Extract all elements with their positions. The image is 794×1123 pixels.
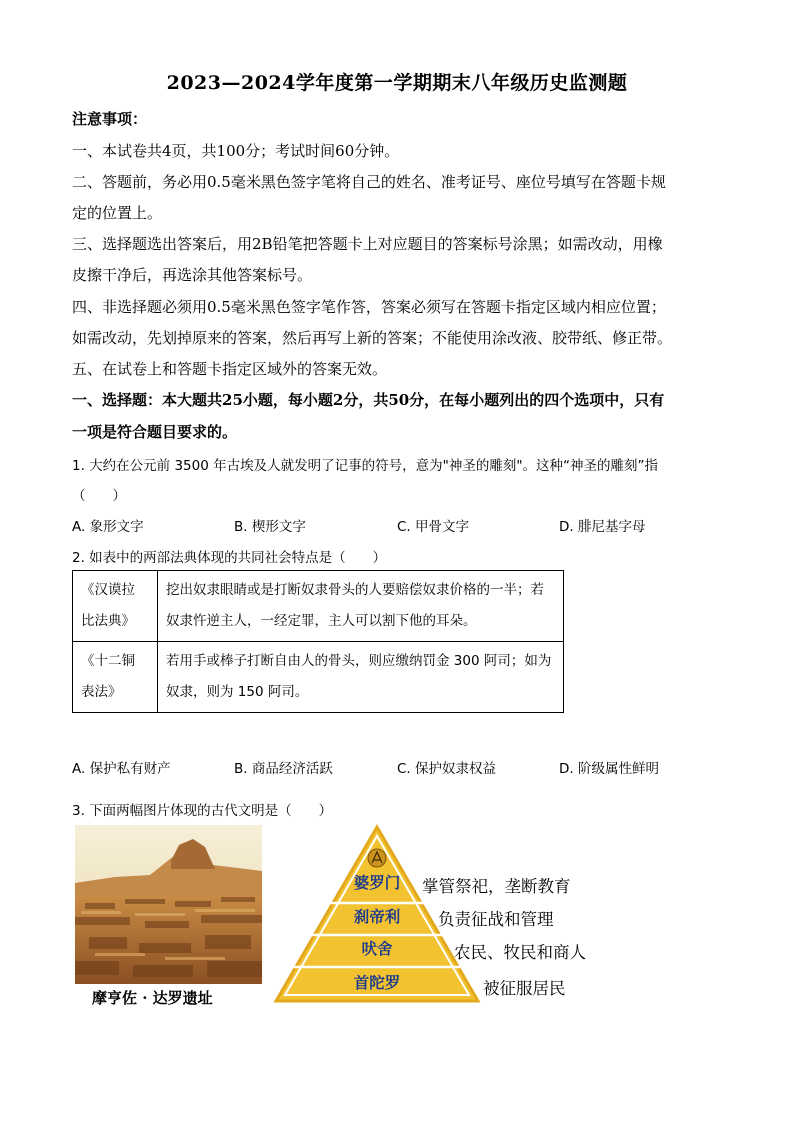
law-name-cell	[73, 571, 158, 642]
law-text: 若用手或棒子打断自由人的骨头，则应缴纳罚金 300 阿司；如为	[166, 653, 552, 669]
q2-stem: 2. 如表中的两部法典体现的共同社会特点是（ ）	[72, 550, 387, 566]
notice-line: 四、非选择题必须用0.5毫米黑色签字笔作答，答案必须写在答题卡指定区域内相应位置；	[72, 298, 666, 316]
caste-desc-kshatriya: 负责征战和管理	[438, 910, 554, 929]
law-name: 《十二铜	[81, 653, 135, 669]
caste-desc-vaishya: 农民、牧民和商人	[454, 943, 586, 962]
law-text-cell	[158, 642, 564, 713]
caste-label-brahmin: 婆罗门	[353, 874, 401, 892]
q1-option-b: B. 楔形文字	[234, 519, 306, 535]
law-text: 奴隶忤逆主人，一经定罪，主人可以割下他的耳朵。	[166, 613, 477, 629]
law-text: 奴隶，则为 150 阿司。	[166, 684, 309, 700]
q1-stem: 1. 大约在公元前 3500 年古埃及人就发明了记事的符号，意为"神圣的雕刻"。这种“神圣的雕刻”指	[72, 458, 659, 474]
law-name: 《汉谟拉	[81, 582, 135, 598]
caste-label-kshatriya: 刹帝利	[353, 908, 401, 926]
mohenjo-daro-photo	[75, 825, 262, 984]
notice-line: 二、答题前，务必用0.5毫米黑色签字笔将自己的姓名、准考证号、座位号填写在答题卡规	[72, 173, 666, 191]
notice-line: 如需改动，先划掉原来的答案，然后再写上新的答案；不能使用涂改液、胶带纸、修正带。	[72, 329, 673, 347]
law-name: 比法典》	[81, 613, 135, 629]
notice-line: 三、选择题选出答案后，用2B铅笔把答题卡上对应题目的答案标号涂黑；如需改动，用橡	[72, 235, 663, 253]
q1-option-c: C. 甲骨文字	[397, 519, 470, 535]
q1-option-a: A. 象形文字	[72, 519, 144, 535]
caste-label-shudra: 首陀罗	[353, 974, 401, 992]
law-name-cell	[73, 642, 158, 713]
section-heading: 一、选择题：本大题共25小题，每小题2分，共50分，在每小题列出的四个选项中，只有	[72, 391, 665, 409]
section-heading-cont: 一项是符合题目要求的。	[72, 423, 238, 441]
caste-desc-brahmin: 掌管祭祀，垄断教育	[422, 877, 571, 896]
notice-line: 一、本试卷共4页，共100分；考试时间60分钟。	[72, 142, 400, 160]
page-title: 2023—2024学年度第一学期期末八年级历史监测题	[166, 72, 628, 94]
table-row	[73, 642, 564, 713]
notice-line: 定的位置上。	[72, 204, 163, 222]
photo-caption: 摩亨佐 · 达罗遗址	[92, 989, 213, 1007]
caste-desc-shudra: 被征服居民	[483, 979, 566, 998]
law-name: 表法》	[81, 684, 122, 700]
q2-option-a: A. 保护私有财产	[72, 761, 171, 777]
q1-answer-paren: （ ）	[72, 488, 126, 504]
q2-option-b: B. 商品经济活跃	[234, 761, 333, 777]
q3-stem: 3. 下面两幅图片体现的古代文明是（ ）	[72, 803, 333, 819]
notice-line: 皮擦干净后，再选涂其他答案标号。	[72, 266, 313, 284]
law-text-cell	[158, 571, 564, 642]
table-row	[73, 571, 564, 642]
notice-heading: 注意事项：	[72, 110, 148, 128]
q2-option-c: C. 保护奴隶权益	[397, 761, 497, 777]
q1-option-d: D. 腓尼基字母	[559, 519, 646, 535]
notice-line: 五、在试卷上和答题卡指定区域外的答案无效。	[72, 360, 388, 378]
law-text: 挖出奴隶眼睛或是打断奴隶骨头的人要赔偿奴隶价格的一半；若	[166, 582, 544, 598]
law-table	[72, 570, 564, 713]
q2-option-d: D. 阶级属性鲜明	[559, 761, 659, 777]
caste-label-vaishya: 吠舍	[361, 940, 393, 958]
